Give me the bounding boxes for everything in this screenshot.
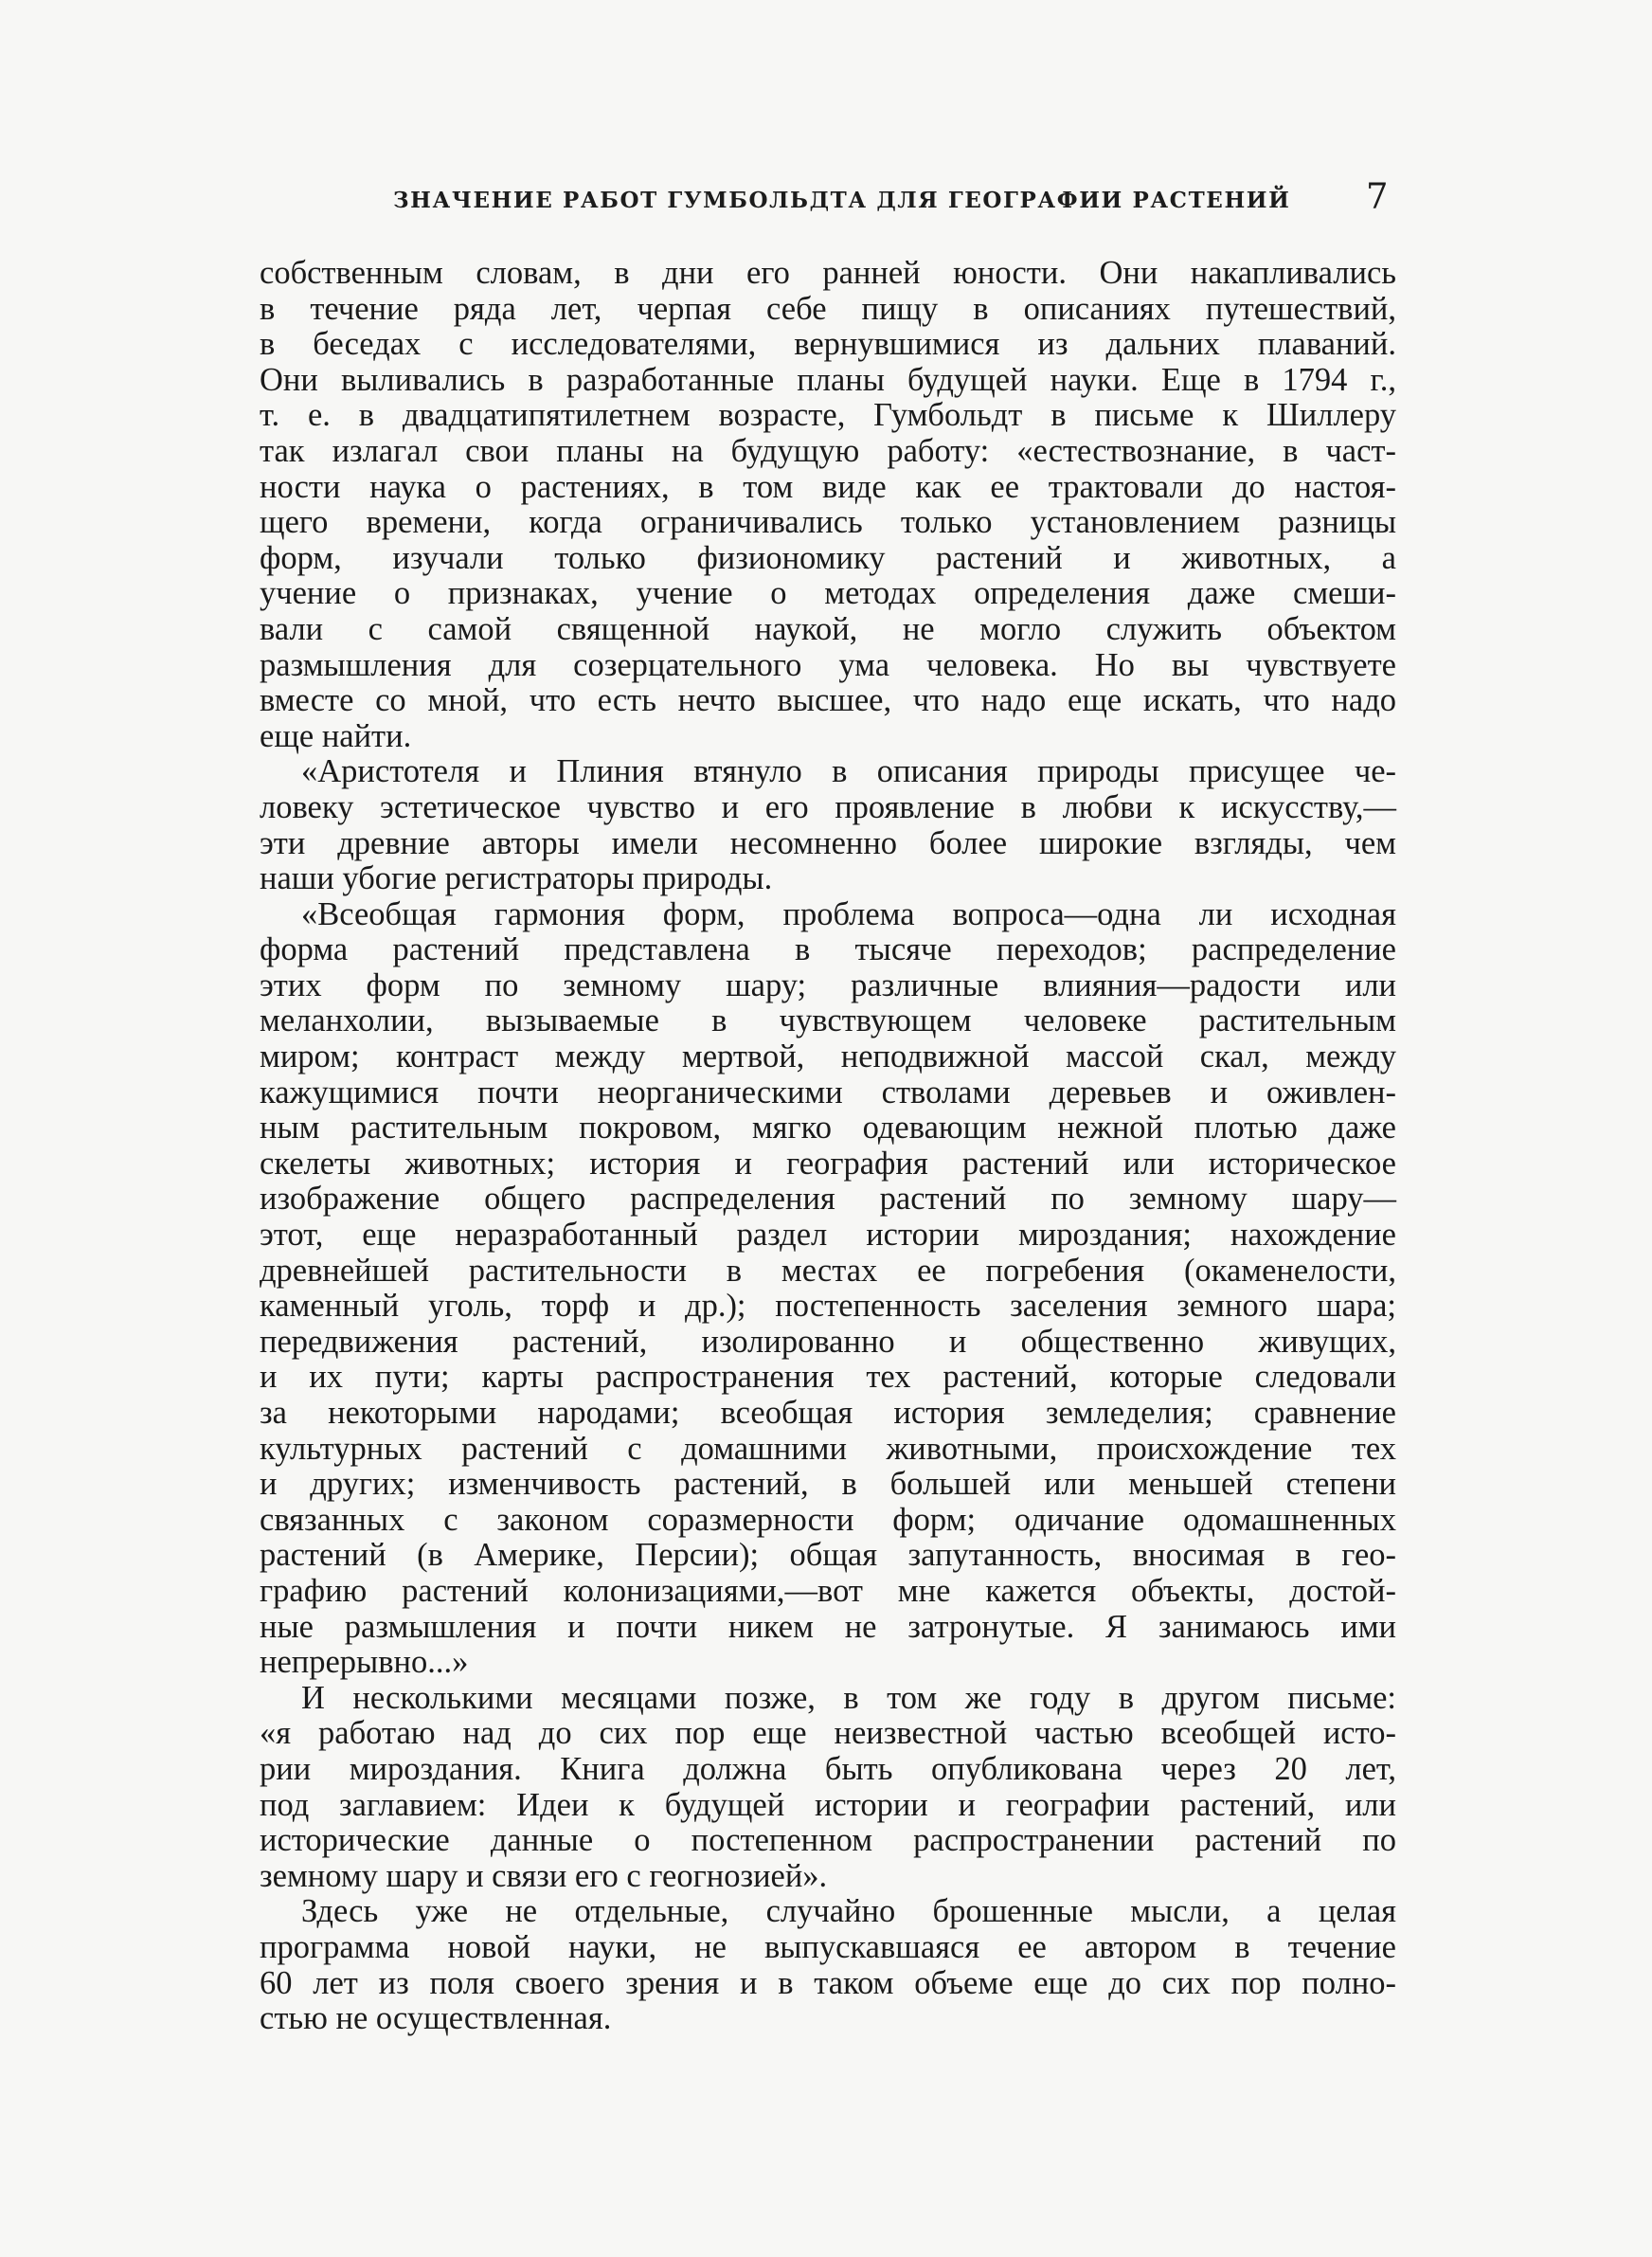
text-line: еще найти.	[260, 717, 412, 754]
body-text	[260, 256, 1396, 2037]
paragraph	[260, 1894, 1396, 2036]
paragraph	[260, 897, 1396, 1681]
text-line: передвижения растений, изолированно и общественно живущих,	[260, 1323, 1396, 1360]
text-line: 60 лет из поля своего зрения и в таком объеме еще до сих пор полно-	[260, 1964, 1396, 2001]
text-line: и других; изменчивость растений, в большей или меньшей степени	[260, 1466, 1396, 1503]
text-line: за некоторыми народами; всеобщая история земледелия; сравнение	[260, 1395, 1396, 1431]
text-line: под заглавием: Идеи к будущей истории и географии растений, или	[260, 1786, 1396, 1823]
text-line: этот, еще неразработанный раздел истории мироздания; нахождение	[260, 1217, 1396, 1254]
text-line: щего времени, когда ограничивались только установлением разницы	[260, 504, 1396, 541]
paragraph	[260, 754, 1396, 896]
text-line: ности наука о растениях, в том виде как ее трактовали до настоя-	[260, 468, 1396, 505]
text-line: учение о признаках, учение о методах определения даже смеши-	[260, 575, 1396, 612]
text-line: «Всеобщая гармония форм, проблема вопроса—одна ли исходная	[301, 895, 1396, 932]
page-number: 7	[1366, 176, 1389, 217]
text-line: растений (в Америке, Персии); общая запутанность, вносимая в гео-	[260, 1537, 1396, 1574]
text-line: в течение ряда лет, черпая себе пищу в описаниях путешествий,	[260, 290, 1396, 327]
text-line: рии мироздания. Книга должна быть опубликована через 20 лет,	[260, 1750, 1396, 1787]
text-line: наши убогие регистраторы природы.	[260, 860, 773, 897]
text-line: программа новой науки, не выпускавшаяся ее автором в течение	[260, 1928, 1396, 1965]
text-line: форма растений представлена в тысяче переходов; распределение	[260, 931, 1396, 968]
text-line: размышления для созерцательного ума человека. Но вы чувствуете	[260, 646, 1396, 683]
text-line: т. е. в двадцатипятилетнем возрасте, Гумбольдт в письме к Шиллеру	[260, 397, 1396, 434]
text-line: древнейшей растительности в местах ее погребения (окаменелости,	[260, 1252, 1396, 1289]
text-line: стью не осуществленная.	[260, 2000, 612, 2037]
paragraph	[260, 1681, 1396, 1895]
text-line: так излагал свои планы на будущую работу: «естествознание, в част-	[260, 432, 1396, 469]
running-head: ЗНАЧЕНИЕ РАБОТ ГУМБОЛЬДТА ДЛЯ ГЕОГРАФИИ РАСТЕНИЙ	[393, 188, 1291, 213]
text-line: этих форм по земному шару; различные влияния—радости или	[260, 966, 1396, 1003]
text-line: изображение общего распределения растений по земному шару—	[260, 1181, 1396, 1218]
text-line: форм, изучали только физиономику растений и животных, а	[260, 539, 1396, 576]
text-line: кажущимися почти неорганическими стволами деревьев и оживлен-	[260, 1074, 1396, 1110]
text-line: непрерывно...»	[260, 1644, 469, 1681]
text-line: собственным словам, в дни его ранней юности. Они накапливались	[260, 255, 1396, 291]
text-line: И несколькими месяцами позже, в том же году в другом письме:	[301, 1679, 1396, 1716]
text-line: исторические данные о постепенном распространении растений по	[260, 1822, 1396, 1859]
text-line: в беседах с исследователями, вернувшимися из дальних плаваний.	[260, 326, 1396, 363]
text-line: графию растений колонизациями,—вот мне кажется объекты, достой-	[260, 1572, 1396, 1609]
text-line: миром; контраст между мертвой, неподвижной массой скал, между	[260, 1038, 1396, 1075]
page-header	[260, 176, 1397, 224]
text-line: ным растительным покровом, мягко одевающим нежной плотью даже	[260, 1110, 1396, 1147]
text-line: скелеты животных; история и география растений или историческое	[260, 1145, 1396, 1182]
text-line: культурных растений с домашними животными, происхождение тех	[260, 1430, 1396, 1467]
text-line: ловеку эстетическое чувство и его проявление в любви к искусству,—	[260, 788, 1396, 825]
text-line: и их пути; карты распространения тех растений, которые следовали	[260, 1359, 1396, 1396]
text-line: ные размышления и почти никем не затронутые. Я занимаюсь ими	[260, 1608, 1396, 1645]
text-line: Они выливались в разработанные планы будущей науки. Еще в 1794 г.,	[260, 361, 1396, 398]
paragraph	[260, 256, 1396, 754]
text-line: вместе со мной, что есть нечто высшее, что надо еще искать, что надо	[260, 682, 1396, 719]
text-line: «я работаю над до сих пор еще неизвестной частью всеобщей исто-	[260, 1715, 1396, 1752]
text-line: вали с самой священной наукой, не могло служить объектом	[260, 610, 1396, 647]
text-line: каменный уголь, торф и др.); постепенность заселения земного шара;	[260, 1288, 1396, 1325]
text-line: «Аристотеля и Плиния втянуло в описания природы присущее че-	[301, 753, 1396, 790]
text-line: связанных с законом соразмерности форм; одичание одомашненных	[260, 1501, 1396, 1538]
text-line: меланхолии, вызываемые в чувствующем человеке растительным	[260, 1002, 1396, 1039]
text-line: земному шару и связи его с геогнозией».	[260, 1857, 828, 1894]
text-line: эти древние авторы имели несомненно более широкие взгляды, чем	[260, 824, 1396, 861]
text-line: Здесь уже не отдельные, случайно брошенные мысли, а целая	[301, 1893, 1396, 1930]
